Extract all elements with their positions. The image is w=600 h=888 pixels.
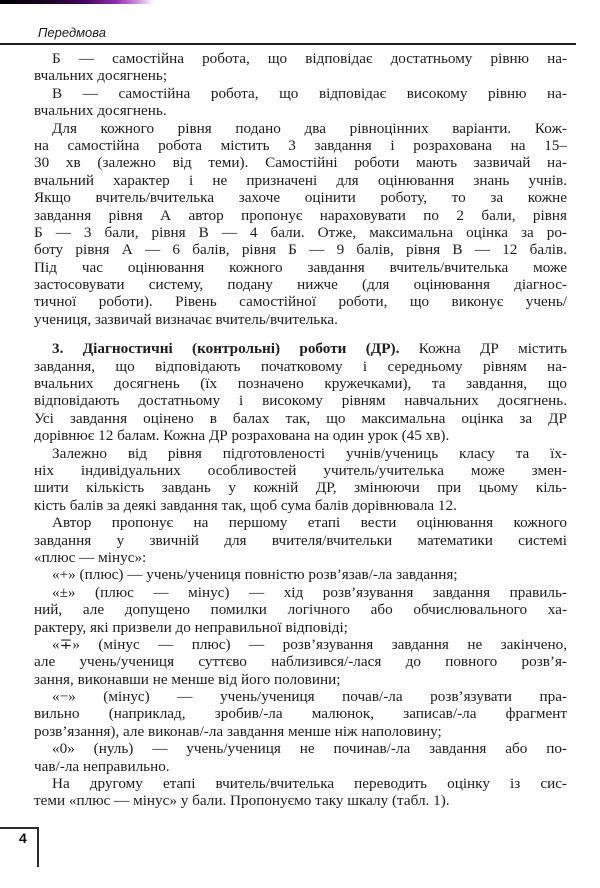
header-rule	[0, 43, 576, 45]
bold-run: 3. Діагностичні (контрольні) роботи (ДР).	[52, 340, 400, 358]
text-line: Залежно від рівня підготовленості учнів/учениць класу та їх-	[52, 444, 567, 462]
paragraph	[34, 445, 567, 515]
paragraph	[34, 514, 567, 566]
text-line: Якщо вчитель/вчителька захоче оцінити роботу, то за кожне	[34, 189, 567, 207]
running-header-title: Передмова	[38, 25, 107, 40]
paragraph	[34, 85, 567, 120]
text-line	[34, 340, 567, 357]
text-line: завдання, що відповідають початковому і середньому рівням на-	[34, 357, 567, 375]
text-line: вильно (наприклад, зробив/-ла малюнок, записав/-ла фрагмент	[34, 705, 567, 723]
text-line: відповідають достатньому і високому рівням навчальних досягнень.	[34, 392, 567, 410]
text-line: розв’язання), але виконав/-ла завдання менше ніж наполовину;	[34, 722, 442, 740]
text-line: Для кожного рівня подано два рівноцінних варіанти. Кож-	[52, 119, 567, 137]
text-line: боту рівня А — 6 балів, рівня Б — 9 балів, рівня В — 12 балів.	[34, 241, 567, 259]
paragraph	[34, 775, 567, 810]
text-line: дорівнює 12 балам. Кожна ДР розрахована на один урок (45 хв).	[34, 427, 450, 445]
page-number: 4	[19, 830, 27, 846]
text-line: зання, виконавши не менше від його половини;	[34, 670, 341, 688]
paragraph	[34, 636, 567, 688]
paragraph	[34, 688, 567, 740]
text-line: рактеру, які призвели до неправильної відповіді;	[34, 618, 348, 636]
text-line: На другому етапі вчитель/вчителька переводить оцінку із сис-	[52, 775, 567, 793]
text-line: вчальних досягнень (їх позначено кружечками), та завдання, що	[34, 375, 567, 393]
paragraph	[34, 566, 567, 583]
text-line: чав/-ла неправильно.	[34, 757, 170, 775]
text-line: «+» (плюс) — учень/учениця повністю розв’язав/-ла завдання;	[52, 566, 458, 584]
text-line: 30 хв (залежно від теми). Самостійні роботи мають зазвичай на-	[34, 154, 567, 172]
text-line: «0» (нуль) — учень/учениця не починав/-ла завдання або по-	[52, 740, 567, 758]
text-line: Б — самостійна робота, що відповідає достатньому рівню на-	[52, 50, 567, 67]
text-run: Кожна ДР містить	[399, 340, 567, 358]
text-line: на самостійна робота містить 3 завдання і розрахована на 15–	[34, 136, 567, 154]
paragraph	[34, 740, 567, 775]
page-number-rule-horizontal	[0, 827, 39, 829]
text-line: застосовувати систему, подану нижче (для оцінювання діагнос-	[34, 276, 567, 294]
text-line: «плюс — мінус»:	[34, 548, 147, 566]
text-line: «−» (мінус) — учень/учениця почав/-ла розв’язувати пра-	[52, 688, 567, 706]
text-line: вчальних досягнень.	[34, 102, 167, 120]
text-line: ніх індивідуальних особливостей учитель/учителька може змен-	[34, 461, 567, 479]
top-edge-gradient	[0, 0, 154, 4]
text-line: тичної роботи). Рівень самостійної роботи, що виконує учень/	[34, 293, 567, 311]
paragraph	[34, 50, 567, 85]
text-line: шити кількість завдань у кожній ДР, змінюючи при цьому кіль-	[34, 479, 567, 497]
text-line: завдання у звичній для вчителя/вчительки математики системі	[34, 531, 567, 549]
text-line: вчальних досягнень;	[34, 67, 168, 85]
text-line: завдання рівня А автор пропонує нараховувати по 2 бали, рівня	[34, 206, 567, 224]
text-line: ний, але допущено помилки логічного або обчислювального ха-	[34, 601, 567, 619]
text-block	[34, 50, 567, 810]
paragraph	[34, 120, 567, 329]
text-line: «∓» (мінус — плюс) — розв’язування завдання не закінчено,	[52, 635, 567, 653]
text-line: «±» (плюс — мінус) — хід розв’язування завдання правиль-	[52, 583, 567, 601]
text-line: вчальний характер і не призначені для оцінювання знань учнів.	[34, 171, 567, 189]
text-line: теми «плюс — мінус» у бали. Пропонуємо таку шкалу (табл. 1).	[34, 792, 450, 810]
text-line: Автор пропонує на першому етапі вести оцінювання кожного	[52, 514, 567, 532]
text-line: але учень/учениця суттєво наблизився/-лася до повного розв’я-	[34, 653, 567, 671]
text-line: В — самостійна робота, що відповідає високому рівню на-	[52, 84, 567, 102]
text-line: Усі завдання оцінено в балах так, що максимальна оцінка за ДР	[34, 409, 567, 427]
paragraph	[34, 584, 567, 636]
text-line: Б — 3 бали, рівня В — 4 бали. Отже, максимальна оцінка за ро-	[34, 223, 567, 241]
text-line: кість балів за деякі завдання так, щоб сума балів дорівнювала 12.	[34, 496, 457, 514]
page-number-rule-vertical	[37, 827, 39, 867]
text-line: Під час оцінювання кожного завдання вчитель/вчителька може	[34, 258, 567, 276]
paragraph	[34, 340, 567, 444]
text-line: учениця, зазвичай визначає вчитель/вчителька.	[34, 310, 338, 328]
